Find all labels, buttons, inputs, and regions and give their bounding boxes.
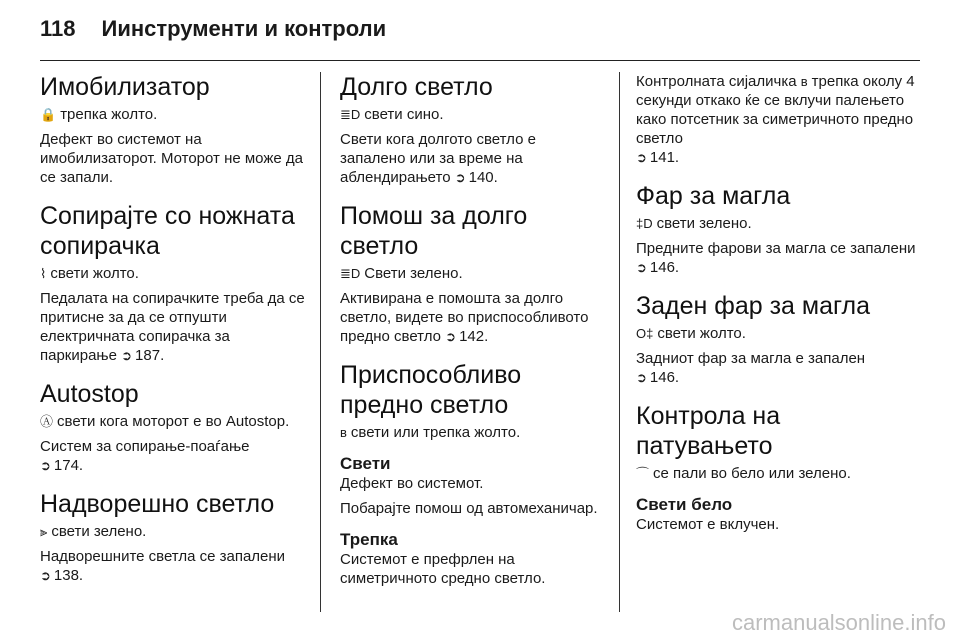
section-body: Дефект во системот на имобилизаторот. Моторот не може да се запали. <box>40 131 303 186</box>
page-ref-icon: ➲ <box>454 170 466 185</box>
section-intro: Контролната сијаличка ʙ трепка околу 4 секунди откако ќе се вклучи палењето како потсетник за симетричното предно светло ➲ 141. <box>636 73 915 166</box>
page-ref-icon: ➲ <box>40 458 51 473</box>
section-fog-light: Фар за магла ‡D свети зелено. Предните фарови за магла се запалени ➲ 146. <box>636 181 920 277</box>
section-body: Педалата на сопирачките треба да се притисне за да се отпушти електричната сопирачка за паркирање <box>40 290 305 364</box>
section-heading: Помош за долго светло <box>340 202 528 260</box>
header-rule <box>40 60 920 61</box>
adaptive-headlight-icon: ʙ <box>340 425 347 440</box>
column-2 <box>340 72 600 612</box>
high-beam-assist-icon: ≣D <box>340 266 361 281</box>
section-body: Дефект во системот. <box>340 475 484 492</box>
page-ref[interactable]: 138. <box>53 567 84 584</box>
section-immobilizer: Имобилизатор 🔒 трепка жолто. Дефект во системот на имобилизаторот. Моторот не може да се запали. <box>40 72 310 187</box>
cruise-control-icon: ⌒ <box>636 466 650 481</box>
page-ref[interactable]: 146. <box>649 259 680 276</box>
section-heading: Надворешно светло <box>40 490 275 518</box>
page-ref-icon: ➲ <box>445 329 457 344</box>
section-heading: Заден фар за магла <box>636 292 871 320</box>
page-number: 118 <box>40 16 76 41</box>
section-heading: Фар за магла <box>636 182 791 210</box>
section-body: Систем за сопирање-поаѓање <box>40 438 250 455</box>
section-body: Системот е префрлен на симетричното средно светло. <box>340 551 546 587</box>
high-beam-icon: ≣D <box>340 107 361 122</box>
adaptive-headlight-icon: ʙ <box>800 74 808 89</box>
section-body: Предните фарови за магла се запалени <box>636 240 916 257</box>
brake-pedal-icon: ⌇ <box>40 266 47 281</box>
autostop-icon: Ⓐ <box>40 414 54 429</box>
section-body: Свети кога долгото светло е запалено или за време на аблендирањето <box>340 131 536 186</box>
rear-fog-light-icon: O‡ <box>636 326 654 341</box>
column-divider <box>619 72 620 612</box>
immobilizer-icon: 🔒 <box>40 107 57 122</box>
section-body: Побарајте помош од автомеханичар. <box>340 500 598 517</box>
subheading: Трепка <box>340 530 398 549</box>
section-body: Задниот фар за магла е запален <box>636 350 866 367</box>
page-ref[interactable]: 140. <box>468 169 498 186</box>
section-adaptive-headlight: Приспособливо предно светло ʙ свети или трепка жолто. Свети Дефект во системот. Побарајте помош од автомеханичар. Трепка Системот е префрлен на симетричното средно светло. <box>340 360 600 588</box>
page-ref[interactable]: 146. <box>649 369 680 386</box>
section-cruise-control: Контрола на патувањето ⌒ се пали во бело или зелено. Свети бело Системот е вклучен. <box>636 401 920 534</box>
exterior-light-icon: ⫸ <box>40 524 48 539</box>
section-autostop: Autostop Ⓐ свети кога моторот е во Autostop. Систем за сопирање-поаѓање ➲ 174. <box>40 379 310 475</box>
column-3 <box>636 72 920 612</box>
watermark: carmanualsonline.info <box>731 610 946 635</box>
subheading: Свети бело <box>636 495 733 514</box>
page-ref-icon: ➲ <box>636 150 647 165</box>
section-body: Активирана е помошта за долго светло, видете во приспособливото предно светло <box>340 290 589 345</box>
section-heading: Долго светло <box>340 73 493 101</box>
section-rear-fog-light: Заден фар за магла O‡ свети жолто. Задниот фар за магла е запален ➲ 146. <box>636 291 920 387</box>
section-exterior-light: Надворешно светло ⫸ свети зелено. Надворешните светла се запалени ➲ 138. <box>40 489 310 585</box>
section-heading: Autostop <box>40 380 139 408</box>
column-1 <box>40 72 310 612</box>
fog-light-icon: ‡D <box>636 216 653 231</box>
section-heading: Приспособливо предно светло <box>340 361 522 419</box>
page-ref[interactable]: 187. <box>135 347 165 364</box>
section-heading: Имобилизатор <box>40 73 210 101</box>
page-title: Иинструменти и контроли <box>101 16 387 41</box>
page-ref-icon: ➲ <box>40 568 51 583</box>
section-body: Надворешните светла се запалени <box>40 548 286 565</box>
section-heading: Контрола на патувањето <box>636 402 781 460</box>
page-ref-icon: ➲ <box>636 260 647 275</box>
section-body: Системот е вклучен. <box>636 516 780 533</box>
page-header <box>40 14 386 44</box>
page-ref[interactable]: 174. <box>53 457 84 474</box>
section-heading: Сопирајте со ножната сопирачка <box>40 202 295 260</box>
column-divider <box>320 72 321 612</box>
subheading: Свети <box>340 454 391 473</box>
page-ref-icon: ➲ <box>636 370 647 385</box>
page-ref[interactable]: 141. <box>649 149 680 166</box>
page-ref-icon: ➲ <box>121 348 133 363</box>
page-ref[interactable]: 142. <box>459 328 489 345</box>
section-high-beam-assist: Помош за долго светло ≣D Свети зелено. Активирана е помошта за долго светло, видете во приспособливото предно светло ➲ 142. <box>340 201 600 346</box>
section-brake: Сопирајте со ножната сопирачка ⌇ свети жолто. Педалата на сопирачките треба да се притисне за да се отпушти електричната сопирачка за паркирање ➲ 187. <box>40 201 310 365</box>
section-high-beam: Долго светло ≣D свети сино. Свети кога долгото светло е запалено или за време на аблендирањето ➲ 140. <box>340 72 600 187</box>
